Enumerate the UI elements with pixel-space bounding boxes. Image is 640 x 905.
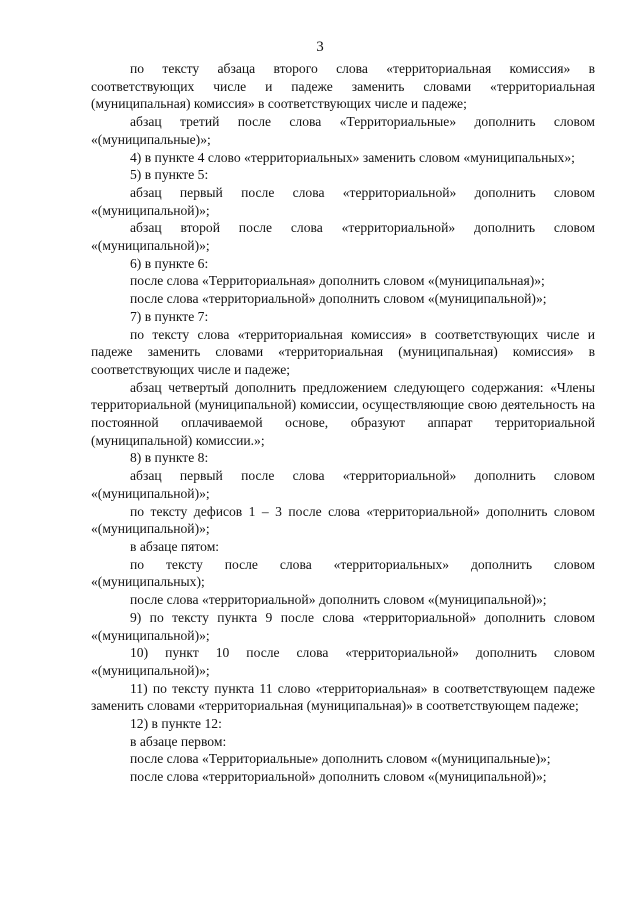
- paragraph: после слова «Территориальная» дополнить словом «(муниципальная)»;: [130, 273, 545, 289]
- paragraph: абзац четвертый дополнить предложением следующего содержания: «Члены территориальной (муниципальной) комиссии, осуществляющие свою деятельность на постоянной оплачиваемой основе, образуют аппарат территориальной (муниципальной) комиссии.»;: [91, 379, 595, 448]
- paragraph: в абзаце первом:: [130, 733, 227, 749]
- paragraph: 12) в пункте 12:: [130, 716, 222, 732]
- paragraph: 4) в пункте 4 слово «территориальных» заменить словом «муниципальных»;: [130, 149, 575, 165]
- paragraph: абзац второй после слова «территориальной» дополнить словом «(муниципальной)»;: [91, 220, 595, 254]
- paragraph: 6) в пункте 6:: [130, 255, 209, 271]
- paragraph: 10) пункт 10 после слова «территориальной» дополнить словом «(муниципальной)»;: [91, 645, 595, 678]
- paragraph: 5) в пункте 5:: [130, 167, 209, 183]
- paragraph: в абзаце пятом:: [130, 538, 220, 554]
- paragraph: абзац третий после слова «Территориальные» дополнить словом «(муниципальные)»;: [91, 114, 595, 147]
- paragraph: 11) по тексту пункта 11 слово «территориальная» в соответствующем падеже заменить словами «территориальная (муниципальная)» в соответствующем падеже;: [91, 680, 595, 714]
- paragraph: после слова «территориальной» дополнить словом «(муниципальной)»;: [130, 769, 547, 785]
- paragraph: по тексту абзаца второго слова «территориальная комиссия» в соответствующих числе и падеже заменить словами «территориальная (муниципальная) комиссия» в соответствующих числе и падеже;: [91, 61, 595, 112]
- paragraph: абзац первый после слова «территориальной» дополнить словом «(муниципальной)»;: [91, 184, 595, 218]
- paragraph: по тексту слова «территориальная комиссия» в соответствующих числе и падеже заменить словами «территориальная (муниципальная) комиссия» в соответствующих числе и падеже;: [91, 326, 595, 377]
- paragraph: после слова «территориальной» дополнить словом «(муниципальной)»;: [130, 291, 547, 307]
- paragraph: по тексту после слова «территориальных» дополнить словом «(муниципальных);: [91, 556, 595, 590]
- paragraph: 8) в пункте 8:: [130, 450, 209, 466]
- document-body: [91, 60, 595, 786]
- paragraph: после слова «Территориальные» дополнить словом «(муниципальные)»;: [130, 751, 551, 767]
- paragraph: 7) в пункте 7:: [130, 308, 209, 324]
- paragraph: 9) по тексту пункта 9 после слова «территориальной» дополнить словом «(муниципальной)»;: [91, 609, 595, 643]
- page-number: 3: [316, 39, 324, 55]
- paragraph: по тексту дефисов 1 – 3 после слова «территориальной» дополнить словом «(муниципальной)»;: [91, 503, 595, 537]
- paragraph: после слова «территориальной» дополнить словом «(муниципальной)»;: [130, 592, 547, 608]
- paragraph: абзац первый после слова «территориальной» дополнить словом «(муниципальной)»;: [91, 468, 595, 501]
